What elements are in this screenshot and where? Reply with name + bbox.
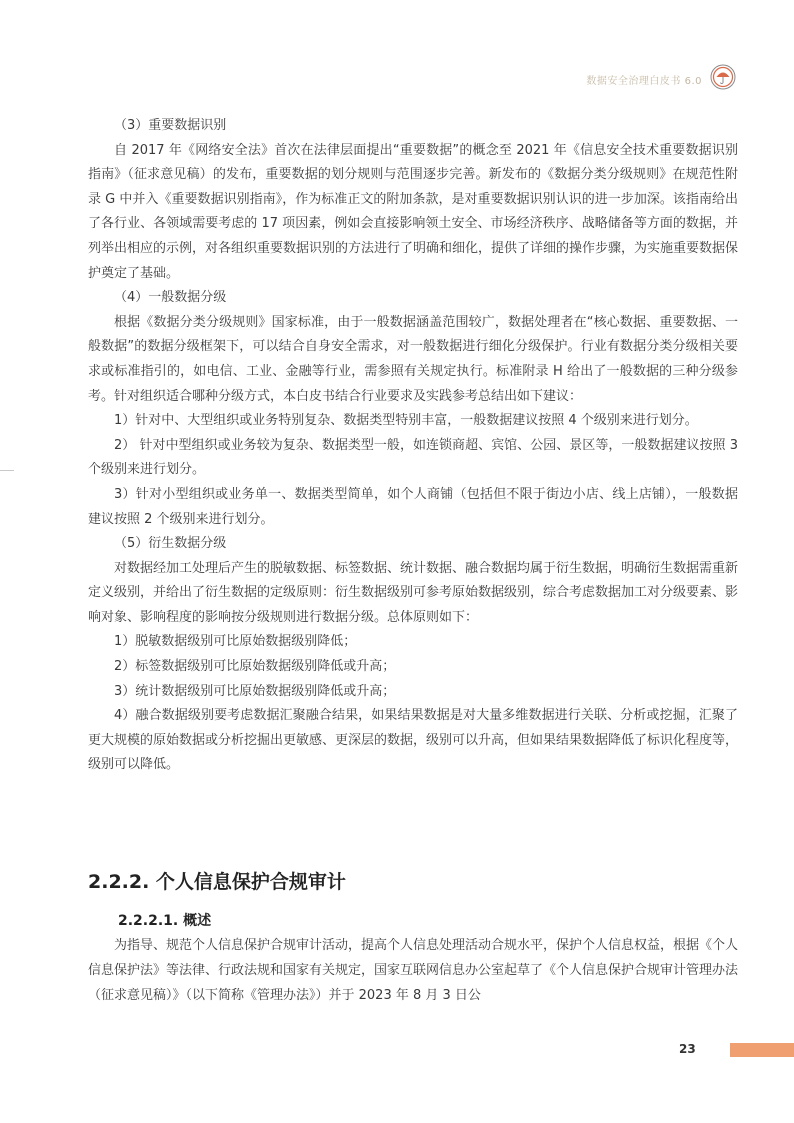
list-item: 2） 针对中型组织或业务较为复杂、数据类型一般，如连锁商超、宾馆、公园、景区等，一般数据建议按照 3 个级别来进行划分。 xyxy=(88,437,738,478)
paragraph-general-data: 根据《数据分类分级规则》国家标准，由于一般数据涵盖范围较广，数据处理者在“核心数据、重要数据、一般数据”的数据分级框架下，可以结合自身安全需求，对一般数据进行细化分级保护。行业有数据分类分级相关要求或标准指引的，如电信、工业、金融等行业，需参照有关规定执行。标准附录 H 给出了一般数据的三种分级参考。针对组织适合哪种分级方式，本白皮书结合行业要求及实践参考总结出如下建议： xyxy=(88,314,738,404)
list-item: 1）针对中、大型组织或业务特别复杂、数据类型特别丰富，一般数据建议按照 4 个级别来进行划分。 xyxy=(114,413,698,429)
margin-mark xyxy=(0,470,14,471)
paragraph-overview: 为指导、规范个人信息保护合规审计活动，提高个人信息处理活动合规水平，保护个人信息权益，根据《个人信息保护法》等法律、行政法规和国家有关规定，国家互联网信息办公室起草了《个人信息保护合规审计管理办法（征求意见稿）》（以下简称《管理办法》）并于 2023 年 8 月 3 日公 xyxy=(88,938,739,1003)
list-item: 3）统计数据级别可比原始数据级别降低或升高； xyxy=(114,683,396,699)
heading-derived-data: （5）衍生数据分级 xyxy=(114,536,227,552)
paragraph-derived-data: 对数据经加工处理后产生的脱敏数据、标签数据、统计数据、融合数据均属于衍生数据，明确衍生数据需重新定义级别，并给出了衍生数据的定级原则：衍生数据级别可参考原始数据级别，综合考虑数据加工对分级要素、影响对象、影响程度的影响按分级规则进行数据分级。总体原则如下： xyxy=(88,560,739,625)
umbrella-logo-icon xyxy=(710,64,736,90)
list-item: 3）针对小型组织或业务单一、数据类型简单，如个人商铺（包括但不限于街边小店、线上店铺），一般数据建议按照 2 个级别来进行划分。 xyxy=(88,486,738,527)
page-number: 23 xyxy=(679,1042,696,1056)
page-number-bar xyxy=(730,1043,794,1057)
overview-text xyxy=(88,933,738,1008)
section-title: 2.2.2. 个人信息保护合规审计 xyxy=(88,871,346,893)
heading-general-data: （4）一般数据分级 xyxy=(114,290,227,306)
list-item: 2）标签数据级别可比原始数据级别降低或升高； xyxy=(114,659,396,675)
list-item: 4）融合数据级别要考虑数据汇聚融合结果，如果结果数据是对大量多维数据进行关联、分析或挖掘，汇聚了更大规模的原始数据或分析挖掘出更敏感、更深层的数据，级别可以升高，但如果结果数据降低了标识化程度等，级别可以降低。 xyxy=(88,708,739,773)
body-text xyxy=(88,114,738,778)
heading-important-data: （3）重要数据识别 xyxy=(114,118,227,133)
running-header: 数据安全治理白皮书 6.0 xyxy=(586,76,702,87)
list-item: 1）脱敏数据级别可比原始数据级别降低； xyxy=(114,634,357,650)
paragraph-important-data: 自 2017 年《网络安全法》首次在法律层面提出“重要数据”的概念至 2021 年《信息安全技术重要数据识别指南》（征求意见稿）的发布，重要数据的划分规则与范围逐步完善。新发布的《数据分类分级规则》在规范性附录 G 中并入《重要数据识别指南》，作为标准正文的附加条款，是对重要数据识别认识的进一步加深。该指南给出了各行业、各领域需要考虑的 17 项因素，例如会直接影响领土安全、市场经济秩序、战略储备等方面的数据，并列举出相应的示例，对各组织重要数据识别的方法进行了明确和细化，提供了详细的操作步骤，为实施重要数据保护奠定了基础。 xyxy=(88,142,739,281)
subsection-title: 2.2.2.1. 概述 xyxy=(118,913,212,929)
